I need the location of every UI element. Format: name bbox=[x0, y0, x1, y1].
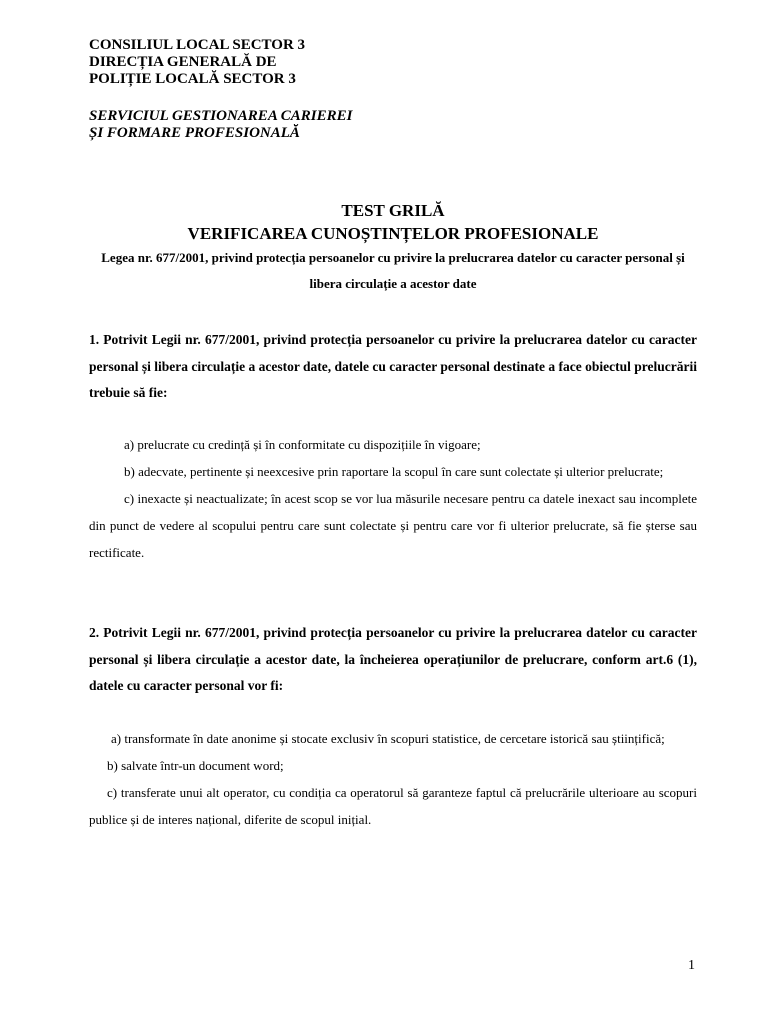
question-2: 2. Potrivit Legii nr. 677/2001, privind protecția persoanelor cu privire la prelucrarea datelor cu caracter personal și libera circulație a acestor date, la încheierea operațiunilor de prelucrare, conform art.6 (1), datele cu caracter personal vor fi: bbox=[89, 625, 697, 693]
service-header bbox=[89, 108, 352, 142]
document-subtitle: VERIFICAREA CUNOȘTINȚELOR PROFESIONALE bbox=[187, 224, 599, 243]
page-number: 1 bbox=[688, 958, 695, 973]
institution-header bbox=[89, 37, 305, 88]
answer-2b: b) salvate într-un document word; bbox=[107, 758, 284, 773]
header-line-2: DIRECȚIA GENERALĂ DE bbox=[89, 54, 277, 70]
answers-question-1 bbox=[89, 431, 697, 566]
answer-1b: b) adecvate, pertinente și neexcesive prin raportare la scopul în care sunt colectate și ulterior prelucrate; bbox=[124, 464, 664, 479]
answer-1a: a) prelucrate cu credință și în conformitate cu dispozițiile în vigoare; bbox=[124, 437, 481, 452]
answer-2c: c) transferate unui alt operator, cu condiția ca operatorul să garanteze faptul că prelucrările ulterioare au scopuri publice și de interes național, diferite de scopul inițial. bbox=[89, 785, 697, 827]
answer-1c: c) inexacte și neactualizate; în acest scop se vor lua măsurile necesare pentru ca datele inexact sau incomplete din punct de vedere al scopului pentru care sunt colectate și pentru care vor fi ulterior prelucrate, să fie șterse sau rectificate. bbox=[89, 491, 697, 560]
answers-question-2 bbox=[89, 725, 697, 833]
header-line-1: CONSILIUL LOCAL SECTOR 3 bbox=[89, 37, 306, 53]
answer-2a: a) transformate în date anonime și stocate exclusiv în scopuri statistice, de cercetare istorică sau științifică; bbox=[111, 731, 665, 746]
law-reference: Legea nr. 677/2001, privind protecția persoanelor cu privire la prelucrarea datelor cu caracter personal și libera circulație a acestor date bbox=[101, 250, 685, 291]
document-title: TEST GRILĂ bbox=[341, 201, 445, 220]
question-1: 1. Potrivit Legii nr. 677/2001, privind protecția persoanelor cu privire la prelucrarea datelor cu caracter personal și libera circulație a acestor date, datele cu caracter personal destinate a face obiectul prelucrării trebuie să fie: bbox=[89, 332, 697, 400]
header-line-3: POLIȚIE LOCALĂ SECTOR 3 bbox=[89, 71, 296, 87]
service-line-1: SERVICIUL GESTIONAREA CARIEREI bbox=[89, 108, 353, 124]
service-line-2: ȘI FORMARE PROFESIONALĂ bbox=[89, 125, 300, 141]
